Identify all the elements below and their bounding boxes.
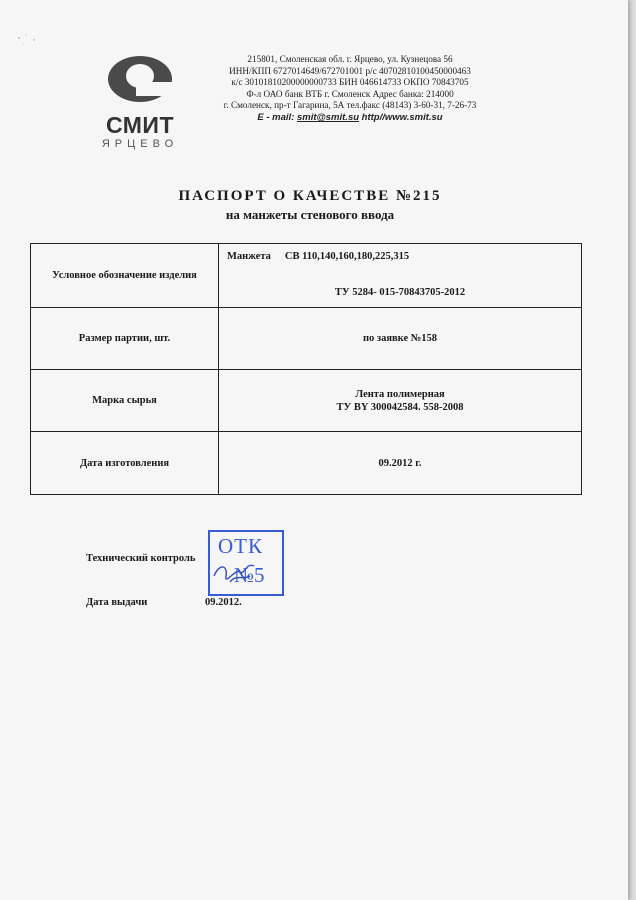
product-sizes: СВ 110,140,160,180,225,315: [284, 251, 410, 262]
tech-control-label: Технический контроль: [86, 553, 196, 564]
issue-date-value: 09.2012.: [205, 597, 242, 608]
email-link[interactable]: smit@smit.su: [296, 111, 360, 123]
stamp-line-1: ОТК: [218, 534, 263, 558]
row-value: [219, 370, 582, 432]
row-label: Условное обозначение изделия: [31, 244, 219, 308]
logo-brand-text: СМИТ: [105, 112, 175, 138]
stamp-line-2: №5: [234, 563, 265, 587]
address-line: г. Смоленск, пр-т Гагарина, 5А тел.факс (48143) 3-60-31, 7-26-73: [223, 100, 477, 111]
table-row: [31, 370, 582, 432]
row-value: 09.2012 г.: [219, 432, 582, 495]
material-name: Лента полимерная: [355, 388, 445, 400]
contacts-line: [210, 112, 490, 124]
product-spec: ТУ 5284- 015-70843705-2012: [334, 287, 466, 298]
address-line: ИНН/КПП 6727014649/672701001 р/с 40702810100450000463: [229, 65, 471, 76]
otk-stamp: [208, 530, 284, 596]
website-link[interactable]: http//www.smit.su: [361, 111, 443, 123]
material-spec: ТУ BY 300042584. 558-2008: [336, 401, 464, 413]
product-name: Манжета: [227, 251, 271, 262]
table-row: [31, 432, 582, 495]
email-label: E - mail:: [257, 111, 295, 123]
table-row: [31, 308, 582, 370]
row-label: Дата изготовления: [31, 432, 219, 495]
row-label: Марка сырья: [31, 370, 219, 432]
table-row: [31, 244, 582, 308]
issue-date-label: Дата выдачи: [86, 597, 148, 608]
row-label: Размер партии, шт.: [31, 308, 219, 370]
address-line: Ф-л ОАО банк ВТБ г. Смоленск Адрес банка: 214000: [246, 88, 454, 99]
document-title: ПАСПОРТ О КАЧЕСТВЕ №215: [178, 188, 442, 204]
signature-icon: [210, 532, 282, 594]
logo-city-text: ЯРЦЕВО: [101, 138, 179, 150]
row-value: по заявке №158: [219, 308, 582, 370]
scan-specks: [14, 30, 54, 50]
row-value: [219, 244, 582, 308]
document-subtitle: на манжеты стенового ввода: [225, 207, 395, 222]
company-address-block: [210, 54, 490, 124]
quality-table: [30, 243, 582, 495]
address-line: к/с 30101810200000000733 БИН 046614733 ОКПО 70843705: [231, 77, 469, 88]
address-line: 215801, Смоленская обл. г. Ярцево, ул. Кузнецова 56: [247, 54, 453, 64]
